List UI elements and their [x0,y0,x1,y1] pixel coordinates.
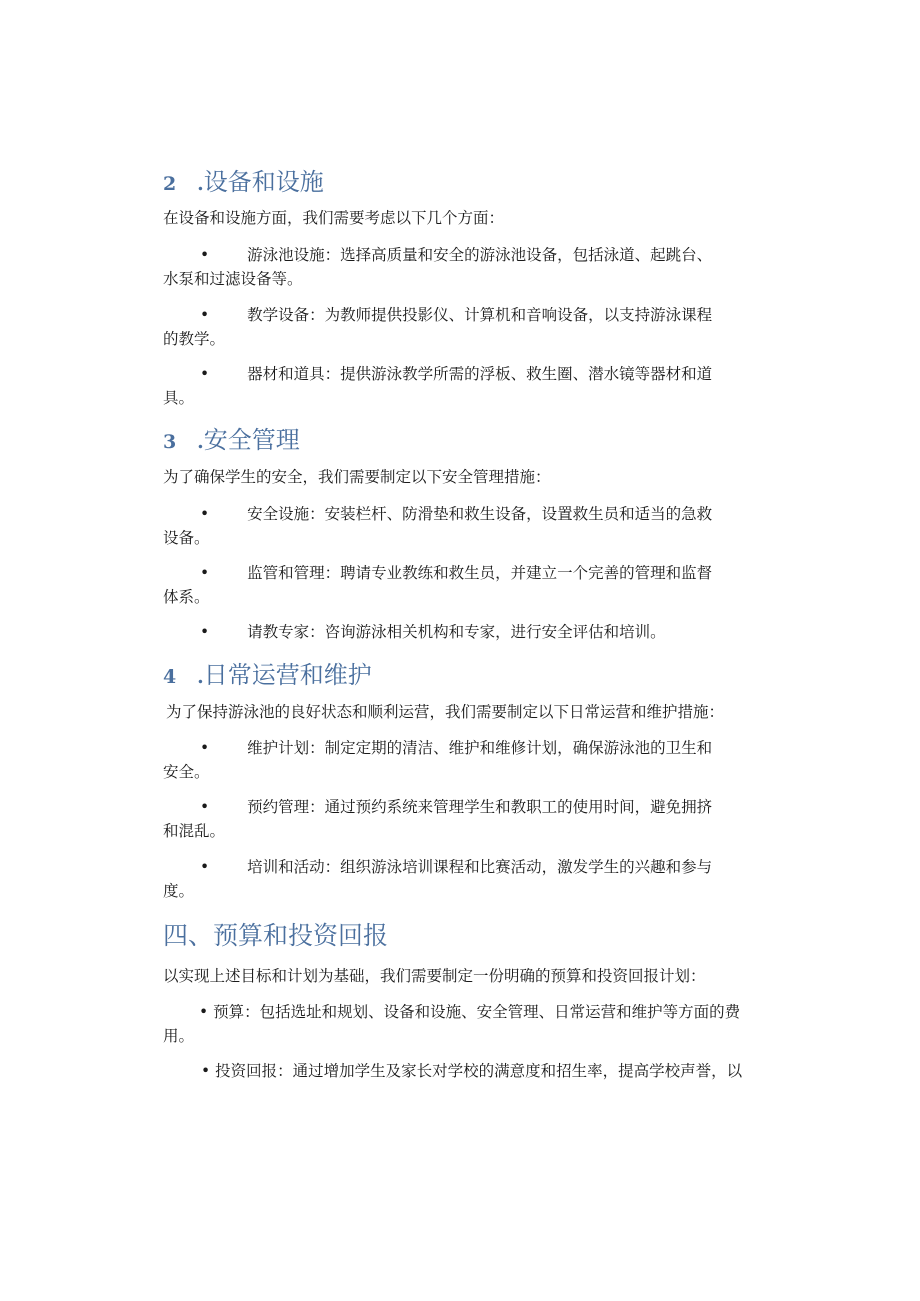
section-intro: 为了确保学生的安全，我们需要制定以下安全管理措施： [163,468,551,486]
list-item: • 投资回报：通过增加学生及家长对学校的满意度和招生率，提高学校声誉，以 [201,1062,743,1080]
section-number: 2 [163,173,177,195]
bullet: • [200,246,210,264]
section-intro: 为了保持游泳池的良好状态和顺利运营，我们需要制定以下日常运营和维护措施： [166,703,725,721]
list-item: • 预算：包括选址和规划、设备和设施、安全管理、日常运营和维护等方面的费 用。 [163,1003,741,1045]
bullet: • [200,505,210,523]
list-item: • 维护计划：制定定期的清洁、维护和维修计划，确保游泳池的卫生和 安全。 [163,739,713,781]
list-item: • 游泳池设施：选择高质量和安全的游泳池设备，包括泳道、起跳台、 水泵和过滤设备等。 [163,246,713,288]
bullet: • [200,306,210,324]
list-item: • 培训和活动：组织游泳培训课程和比赛活动，激发学生的兴趣和参与 度。 [163,858,713,900]
section-heading-3: 3 .安全管理 [163,426,300,454]
bullet: • [200,739,210,757]
section-title: 设备和设施 [203,168,324,196]
bullet: • [200,564,210,582]
section-number: 3 [163,431,177,453]
section-title: 安全管理 [203,426,300,454]
bullet: • [200,798,210,816]
section-number: 4 [163,666,177,688]
chapter-heading: 四、预算和投资回报 [163,921,389,950]
bullet: • [201,1062,211,1080]
list-item: • 监管和管理：聘请专业教练和救生员，并建立一个完善的管理和监督 体系。 [163,564,713,606]
list-item: • 教学设备：为教师提供投影仪、计算机和音响设备，以支持游泳课程 的教学。 [163,306,713,348]
section-title: 日常运营和维护 [203,661,372,689]
bullet: • [199,1003,209,1021]
bullet: • [200,365,210,383]
section-heading-2: 2 .设备和设施 [163,168,324,196]
section-heading-4: 4 .日常运营和维护 [163,661,372,689]
bullet: • [200,623,210,641]
section-intro: 在设备和设施方面，我们需要考虑以下几个方面： [163,209,505,227]
list-item: • 器材和道具：提供游泳教学所需的浮板、救生圈、潜水镜等器材和道 具。 [163,365,713,407]
list-item: • 安全设施：安装栏杆、防滑垫和救生设备，设置救生员和适当的急救 设备。 [163,505,713,547]
bullet: • [200,858,210,876]
list-item: • 请教专家：咨询游泳相关机构和专家，进行安全评估和培训。 [200,623,666,641]
list-item: • 预约管理：通过预约系统来管理学生和教职工的使用时间，避免拥挤 和混乱。 [163,798,713,840]
section-intro: 以实现上述目标和计划为基础，我们需要制定一份明确的预算和投资回报计划： [163,967,706,985]
